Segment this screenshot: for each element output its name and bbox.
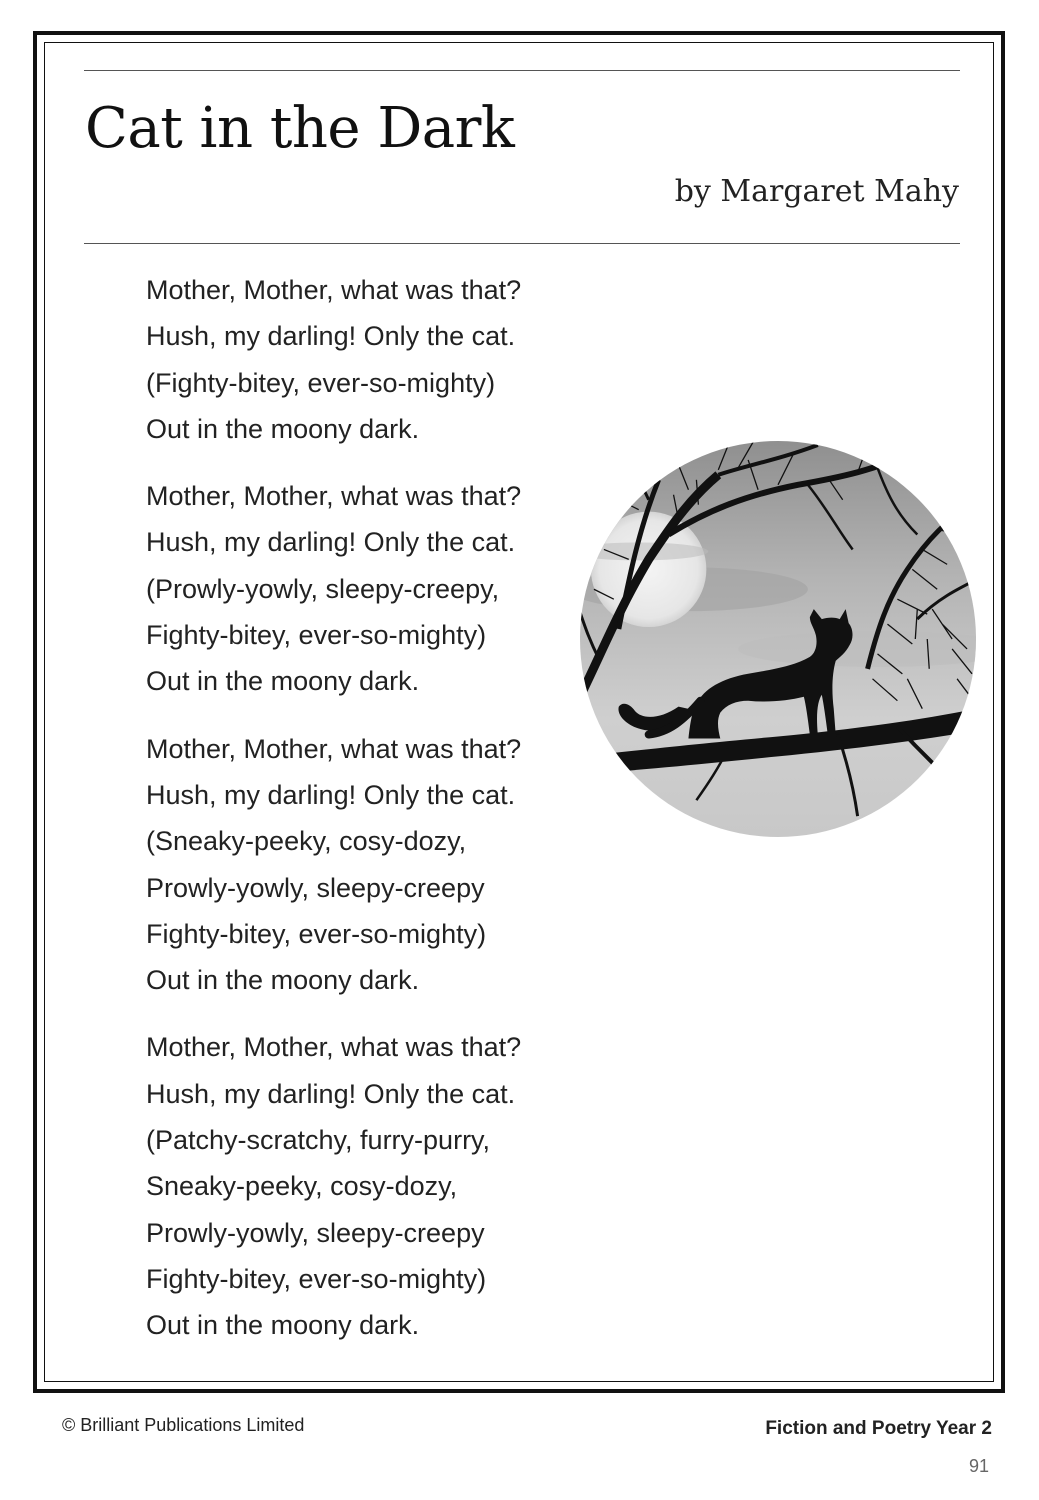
title-rule-top [84, 70, 960, 71]
book-title: Fiction and Poetry Year 2 [765, 1418, 992, 1439]
stanza [146, 1024, 586, 1348]
poem-line: Hush, my darling! Only the cat. [146, 779, 516, 810]
poem-line: Fighty-bitey, ever-so-mighty) [146, 918, 487, 949]
title-rule-bottom [84, 243, 960, 244]
poem-line: Fighty-bitey, ever-so-mighty) [146, 1263, 487, 1294]
stanza [146, 473, 586, 704]
poem-line: (Fighty-bitey, ever-so-mighty) [146, 367, 496, 398]
poem-line: Mother, Mother, what was that? [146, 733, 522, 764]
cat-silhouette-icon [579, 440, 977, 838]
copyright-notice: © Brilliant Publications Limited [62, 1415, 305, 1435]
page-number: 91 [968, 1456, 989, 1476]
poem-title: Cat in the Dark [85, 96, 515, 161]
poem-line: Out in the moony dark. [146, 1310, 420, 1341]
stanza [146, 267, 586, 452]
poem-line: Hush, my darling! Only the cat. [146, 1078, 516, 1109]
poem-line: Hush, my darling! Only the cat. [146, 527, 516, 558]
poem-line: Sneaky-peeky, cosy-dozy, [146, 1171, 458, 1202]
poem-line: Prowly-yowly, sleepy-creepy [146, 1217, 485, 1248]
poem-line: Fighty-bitey, ever-so-mighty) [146, 620, 487, 651]
poem-body [146, 267, 586, 1370]
cat-on-branch-illustration [579, 440, 977, 838]
poem-line: (Sneaky-peeky, cosy-dozy, [146, 826, 467, 857]
poem-author: by Margaret Mahy [674, 174, 959, 209]
poem-line: Out in the moony dark. [146, 413, 420, 444]
poem-line: Out in the moony dark. [146, 666, 420, 697]
poem-line: (Prowly-yowly, sleepy-creepy, [146, 573, 500, 604]
stanza [146, 726, 586, 1004]
poem-line: Mother, Mother, what was that? [146, 275, 522, 305]
poem-line: Mother, Mother, what was that? [146, 1032, 522, 1063]
poem-line: Prowly-yowly, sleepy-creepy [146, 872, 485, 903]
poem-line: Mother, Mother, what was that? [146, 481, 522, 512]
poem-line: Hush, my darling! Only the cat. [146, 321, 516, 352]
poem-line: Out in the moony dark. [146, 965, 420, 996]
poem-line: (Patchy-scratchy, furry-purry, [146, 1125, 491, 1156]
